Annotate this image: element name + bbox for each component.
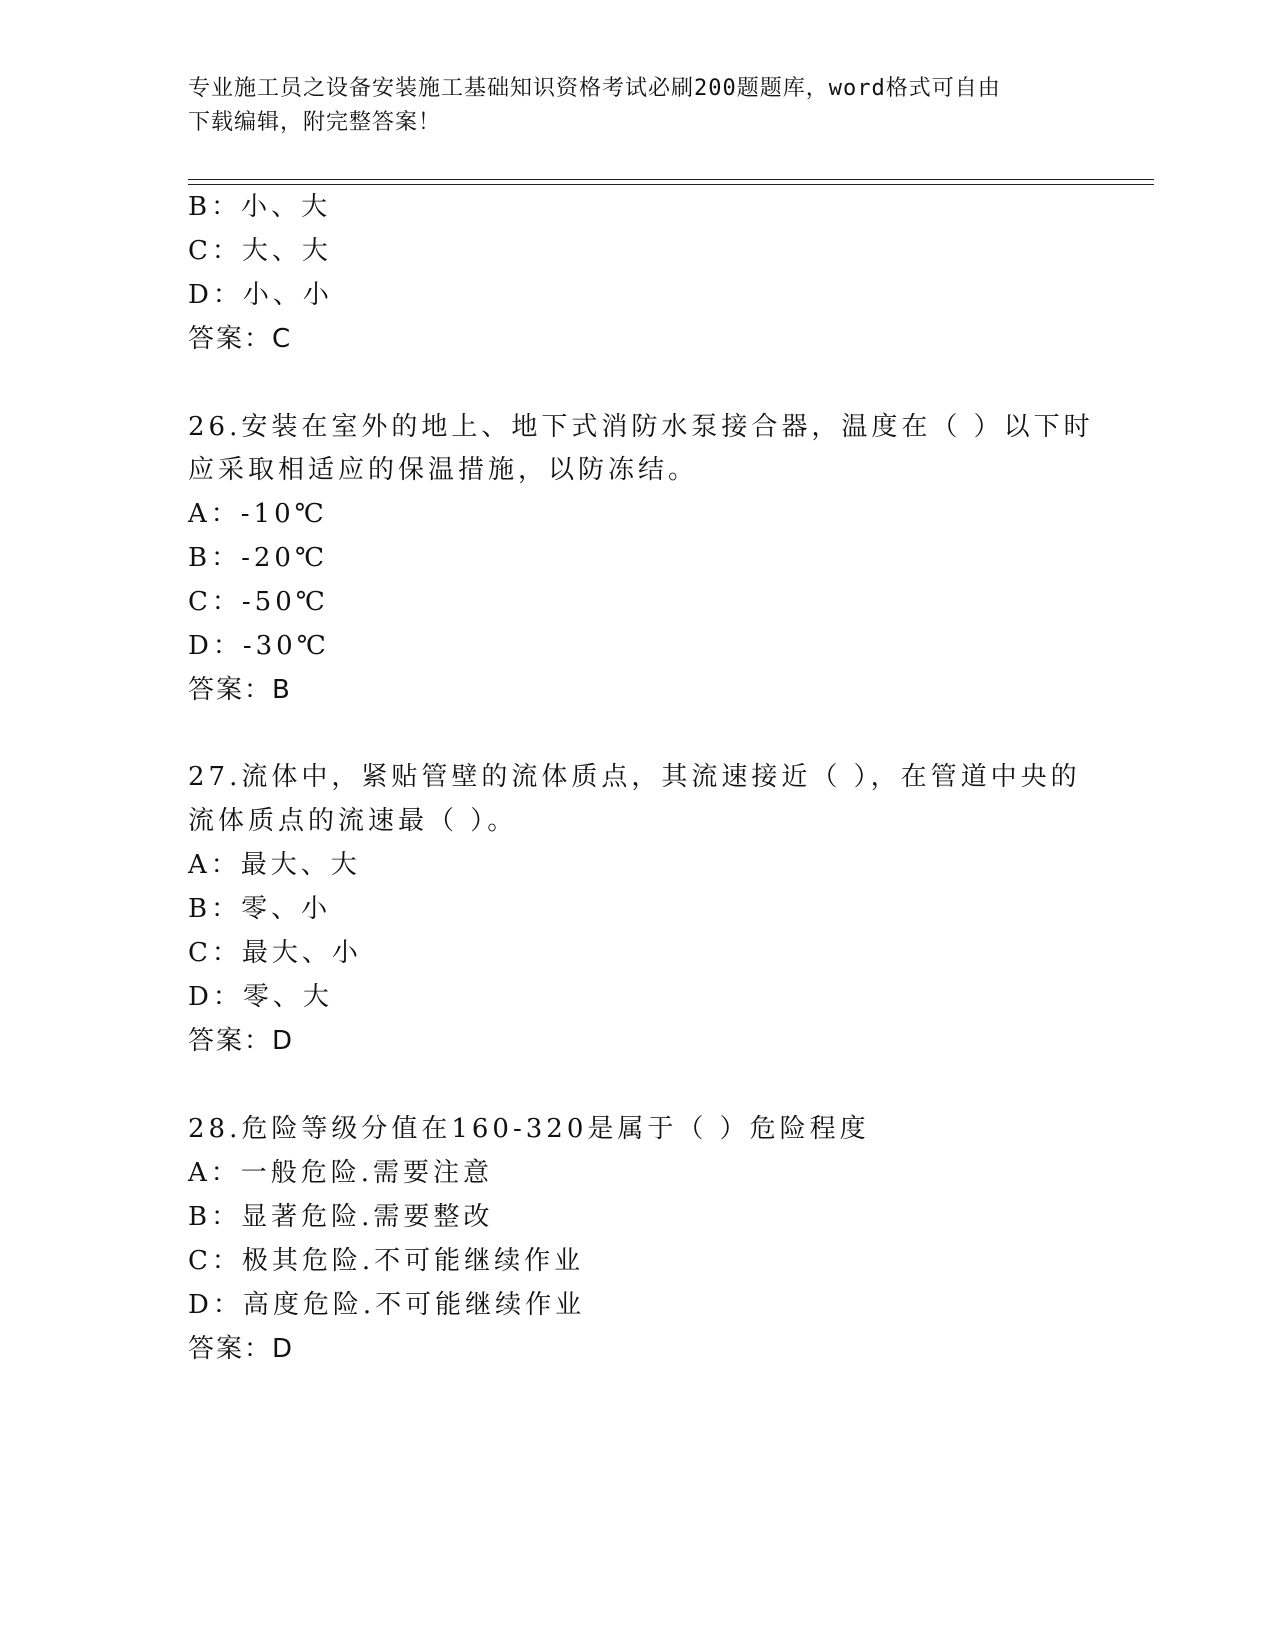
q28-option-a: A：一般危险.需要注意 bbox=[188, 1158, 494, 1188]
q26-option-c: C：-50℃ bbox=[188, 587, 329, 617]
header-divider-bottom bbox=[188, 184, 1154, 185]
document-header bbox=[188, 72, 1068, 140]
q27-option-c: C：最大、小 bbox=[188, 938, 362, 968]
q26-option-a: A：-10℃ bbox=[188, 499, 328, 529]
q27-stem-line-2: 流体质点的流速最（ ）。 bbox=[188, 806, 518, 836]
q25-option-c: C：大、大 bbox=[188, 236, 332, 266]
header-divider-top bbox=[188, 179, 1154, 180]
q28-stem-line-1: 28.危险等级分值在160-320是属于（ ）危险程度 bbox=[188, 1114, 870, 1144]
q25-option-b: B：小、大 bbox=[188, 192, 332, 222]
q26-stem-line-2: 应采取相适应的保温措施，以防冻结。 bbox=[188, 455, 699, 485]
q27-option-d: D：零、大 bbox=[188, 982, 333, 1012]
q28-option-b: B：显著危险.需要整改 bbox=[188, 1202, 494, 1232]
header-line-1: 专业施工员之设备安装施工基础知识资格考试必刷200题题库，word格式可自由 bbox=[188, 76, 1001, 101]
q26-option-b: B：-20℃ bbox=[188, 543, 329, 573]
q26-answer: 答案：B bbox=[188, 675, 292, 705]
q28-answer: 答案：D bbox=[188, 1334, 295, 1364]
q25-answer: 答案：C bbox=[188, 324, 293, 354]
header-line-2: 下载编辑，附完整答案！ bbox=[188, 110, 442, 135]
q27-answer: 答案：D bbox=[188, 1026, 295, 1056]
q27-option-b: B：零、小 bbox=[188, 894, 332, 924]
q25-option-d: D：小、小 bbox=[188, 280, 333, 310]
q26-stem-line-1: 26.安装在室外的地上、地下式消防水泵接合器，温度在（ ）以下时 bbox=[188, 412, 1094, 442]
q28-option-c: C：极其危险.不可能继续作业 bbox=[188, 1246, 585, 1276]
q27-stem-line-1: 27.流体中，紧贴管壁的流体质点，其流速接近（ ），在管道中央的 bbox=[188, 762, 1081, 792]
q26-option-d: D：-30℃ bbox=[188, 631, 330, 661]
q28-option-d: D：高度危险.不可能继续作业 bbox=[188, 1290, 586, 1320]
q27-option-a: A：最大、大 bbox=[188, 850, 361, 880]
